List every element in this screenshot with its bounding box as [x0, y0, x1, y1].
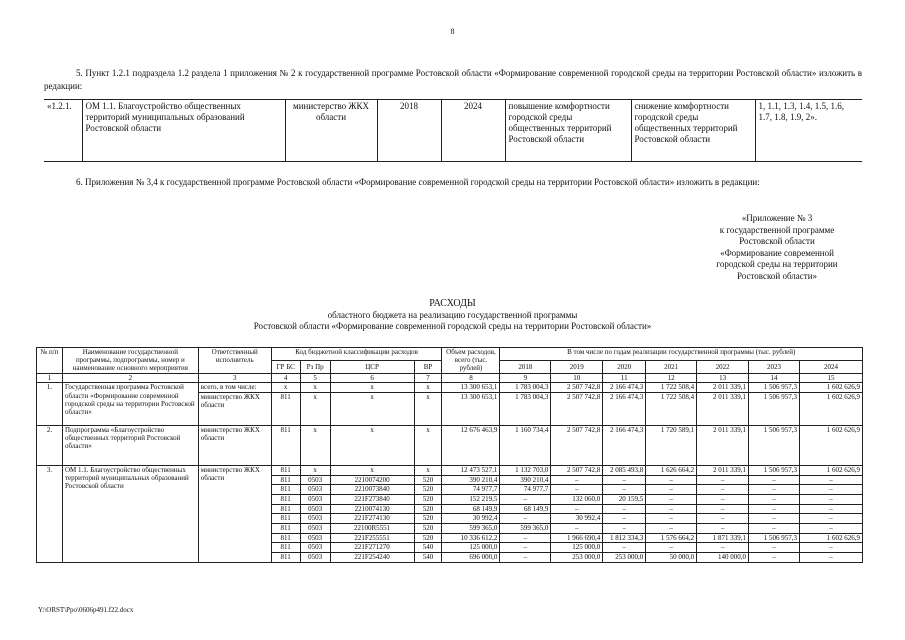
- column-number: 7: [414, 373, 442, 383]
- cell-year: –: [749, 504, 800, 514]
- cell-year: –: [500, 533, 551, 543]
- header-year: 2023: [749, 360, 800, 373]
- cell-vr: 520: [414, 524, 442, 534]
- cell-year: –: [799, 514, 862, 524]
- cell-csr: x: [330, 383, 414, 393]
- cell-year: 132 060,0: [551, 495, 603, 505]
- item-risk: снижение комфортности городской среды общественных территорий Ростовской области: [631, 100, 755, 162]
- cell-grbs: 811: [271, 465, 300, 475]
- column-number: 12: [646, 373, 697, 383]
- row-name: ОМ 1.1. Благоустройство общественных территорий муниципальных образований Ростовской области: [62, 465, 198, 562]
- cell-year: 2 085 493,8: [603, 465, 646, 475]
- cell-year: 68 149,9: [500, 504, 551, 514]
- cell-year: 1 506 957,3: [749, 425, 800, 465]
- cell-year: –: [749, 514, 800, 524]
- item-name: ОМ 1.1. Благоустройство общественных территорий муниципальных образований Ростовской области: [82, 100, 285, 162]
- header-vr: ВР: [414, 360, 442, 373]
- cell-vr: 520: [414, 475, 442, 485]
- header-executor: Ответственный исполнитель: [198, 348, 271, 374]
- cell-year: 125 000,0: [551, 543, 603, 553]
- cell-vr: x: [414, 392, 442, 425]
- expenses-table: [36, 347, 863, 563]
- cell-year: –: [551, 475, 603, 485]
- appendix-line: «Формирование современной: [720, 247, 834, 258]
- column-number: 10: [551, 373, 603, 383]
- cell-year: –: [799, 485, 862, 495]
- column-number: 14: [749, 373, 800, 383]
- cell-total: 152 219,5: [442, 495, 500, 505]
- row-executor: министерство ЖКХ области: [198, 392, 271, 425]
- cell-year: 2 507 742,8: [551, 465, 603, 475]
- cell-year: 1 722 508,4: [646, 392, 697, 425]
- cell-year: 1 506 957,3: [749, 465, 800, 475]
- cell-year: 1 602 626,9: [799, 383, 862, 393]
- cell-grbs: 811: [271, 495, 300, 505]
- cell-total: 125 000,0: [442, 543, 500, 553]
- cell-grbs: 811: [271, 524, 300, 534]
- cell-year: 1 160 734,4: [500, 425, 551, 465]
- column-number: 13: [697, 373, 749, 383]
- cell-rzpr: x: [300, 465, 330, 475]
- cell-grbs: 811: [271, 392, 300, 425]
- cell-rzpr: 0503: [300, 533, 330, 543]
- expenses-subtitle-2: Ростовской области «Формирование современной городской среды на территории Ростовской области»: [253, 321, 652, 331]
- cell-total: 390 210,4: [442, 475, 500, 485]
- cell-year: 2 166 474,3: [603, 425, 646, 465]
- column-number: 4: [271, 373, 300, 383]
- header-rzpr: Рз Пр: [300, 360, 330, 373]
- cell-year: –: [500, 553, 551, 563]
- cell-year: 140 000,0: [697, 553, 749, 563]
- cell-vr: x: [414, 465, 442, 475]
- cell-year: 253 000,0: [551, 553, 603, 563]
- cell-total: 12 676 463,9: [442, 425, 500, 465]
- cell-total: 30 992,4: [442, 514, 500, 524]
- cell-year: 1 132 703,0: [500, 465, 551, 475]
- cell-year: –: [603, 485, 646, 495]
- cell-year: 1 602 626,9: [799, 465, 862, 475]
- cell-year: 1 602 626,9: [799, 533, 862, 543]
- cell-year: –: [646, 504, 697, 514]
- cell-year: –: [749, 524, 800, 534]
- cell-grbs: 811: [271, 475, 300, 485]
- cell-rzpr: x: [300, 383, 330, 393]
- column-number: 1: [37, 373, 63, 383]
- cell-year: 2 011 339,1: [697, 392, 749, 425]
- header-years: В том числе по годам реализации государственной программы (тыс. рублей): [500, 348, 863, 361]
- item-number: «1.2.1.: [44, 100, 82, 162]
- cell-csr: 2210074130: [330, 504, 414, 514]
- row-number: 3.: [37, 465, 63, 562]
- page-number: 8: [450, 27, 455, 36]
- cell-year: –: [749, 485, 800, 495]
- cell-rzpr: 0503: [300, 495, 330, 505]
- cell-year: –: [749, 495, 800, 505]
- cell-rzpr: 0503: [300, 543, 330, 553]
- cell-year: –: [799, 543, 862, 553]
- cell-year: 1 783 004,3: [500, 383, 551, 393]
- column-number: 8: [442, 373, 500, 383]
- paragraph-6: 6. Приложения № 3,4 к государственной программе Ростовской области «Формирование современной городской среды на территории Ростовской области» изложить в редакции:: [76, 177, 760, 187]
- cell-total: 696 000,0: [442, 553, 500, 563]
- header-year: 2021: [646, 360, 697, 373]
- cell-rzpr: x: [300, 425, 330, 465]
- cell-vr: 540: [414, 543, 442, 553]
- cell-year: –: [799, 475, 862, 485]
- cell-csr: 221F271270: [330, 543, 414, 553]
- appendix-line: Ростовской области»: [736, 270, 818, 281]
- cell-total: 68 149,9: [442, 504, 500, 514]
- row-number: 1.: [37, 383, 63, 426]
- program-item-row: [44, 100, 862, 162]
- column-number: 5: [300, 373, 330, 383]
- column-number: 11: [603, 373, 646, 383]
- cell-year: –: [799, 553, 862, 563]
- cell-year: –: [500, 514, 551, 524]
- cell-year: 1 722 508,4: [646, 383, 697, 393]
- cell-year: –: [749, 553, 800, 563]
- cell-grbs: 811: [271, 514, 300, 524]
- cell-rzpr: x: [300, 392, 330, 425]
- appendix-line: «Приложение № 3: [741, 213, 813, 223]
- cell-vr: x: [414, 383, 442, 393]
- header-row: [37, 348, 863, 361]
- cell-csr: 221F254240: [330, 553, 414, 563]
- cell-total: 13 300 653,1: [442, 383, 500, 393]
- cell-vr: x: [414, 425, 442, 465]
- column-number: 9: [500, 373, 551, 383]
- cell-year: –: [500, 495, 551, 505]
- cell-year: 1 506 957,3: [749, 383, 800, 393]
- cell-csr: 2210073840: [330, 485, 414, 495]
- cell-grbs: 811: [271, 553, 300, 563]
- row-executor: всего, в том числе:: [198, 383, 271, 393]
- cell-vr: 520: [414, 485, 442, 495]
- cell-year: –: [799, 524, 862, 534]
- row-name: Государственная программа Ростовской области «Формирование современной городской среды на территории Ростовской области»: [62, 383, 198, 426]
- cell-year: 2 507 742,8: [551, 383, 603, 393]
- cell-year: 20 159,5: [603, 495, 646, 505]
- cell-year: –: [500, 543, 551, 553]
- item-end-year: 2024: [441, 100, 505, 162]
- cell-year: –: [603, 543, 646, 553]
- cell-rzpr: 0503: [300, 514, 330, 524]
- cell-year: 30 992,4: [551, 514, 603, 524]
- appendix-line: к государственной программе: [719, 224, 835, 235]
- expenses-title: РАСХОДЫ: [429, 298, 476, 309]
- cell-year: 2 507 742,8: [551, 392, 603, 425]
- cell-year: –: [646, 514, 697, 524]
- cell-year: –: [646, 485, 697, 495]
- cell-year: 1 720 589,1: [646, 425, 697, 465]
- cell-rzpr: 0503: [300, 553, 330, 563]
- column-number: 15: [799, 373, 862, 383]
- appendix-heading: [692, 213, 862, 282]
- cell-vr: 520: [414, 514, 442, 524]
- cell-rzpr: 0503: [300, 485, 330, 495]
- cell-year: 50 000,0: [646, 553, 697, 563]
- cell-year: –: [551, 524, 603, 534]
- cell-year: –: [697, 485, 749, 495]
- header-year: 2020: [603, 360, 646, 373]
- file-path: Y:\ORST\Ppo\0606p491.f22.docx: [38, 606, 134, 614]
- cell-year: –: [799, 504, 862, 514]
- cell-year: 390 210,4: [500, 475, 551, 485]
- cell-year: 1 506 957,3: [749, 533, 800, 543]
- header-year: 2024: [799, 360, 862, 373]
- item-executor: министерство ЖКХ области: [285, 100, 377, 162]
- cell-year: –: [551, 504, 603, 514]
- cell-year: –: [697, 504, 749, 514]
- cell-year: –: [697, 495, 749, 505]
- cell-vr: 520: [414, 495, 442, 505]
- header-csr: ЦСР: [330, 360, 414, 373]
- item-expected-result: повышение комфортности городской среды общественных территорий Ростовской области: [505, 100, 631, 162]
- cell-year: 2 011 339,1: [697, 383, 749, 393]
- cell-rzpr: 0503: [300, 504, 330, 514]
- cell-year: –: [646, 495, 697, 505]
- cell-grbs: 811: [271, 425, 300, 465]
- cell-year: 2 011 339,1: [697, 425, 749, 465]
- cell-csr: x: [330, 425, 414, 465]
- cell-year: –: [749, 543, 800, 553]
- cell-year: 74 977,7: [500, 485, 551, 495]
- cell-year: –: [603, 514, 646, 524]
- cell-year: 2 166 474,3: [603, 392, 646, 425]
- header-num: № п/п: [37, 348, 63, 374]
- cell-year: –: [603, 504, 646, 514]
- cell-csr: x: [330, 465, 414, 475]
- appendix-line: Ростовской области: [739, 236, 815, 246]
- cell-total: 74 977,7: [442, 485, 500, 495]
- cell-total: 10 336 612,2: [442, 533, 500, 543]
- cell-year: –: [603, 524, 646, 534]
- cell-grbs: 811: [271, 543, 300, 553]
- cell-vr: 520: [414, 504, 442, 514]
- cell-rzpr: 0503: [300, 475, 330, 485]
- cell-year: –: [799, 495, 862, 505]
- cell-year: 1 602 626,9: [799, 425, 862, 465]
- cell-year: –: [697, 543, 749, 553]
- cell-csr: 221F274130: [330, 514, 414, 524]
- cell-grbs: x: [271, 383, 300, 393]
- table-row: [37, 465, 863, 475]
- expenses-subtitle-1: областного бюджета на реализацию государственной программы: [327, 310, 578, 320]
- cell-vr: 520: [414, 533, 442, 543]
- row-name: Подпрограмма «Благоустройство общественных территорий Ростовской области»: [62, 425, 198, 465]
- cell-csr: 22100R5551: [330, 524, 414, 534]
- item-start-year: 2018: [377, 100, 441, 162]
- cell-year: 1 812 334,3: [603, 533, 646, 543]
- cell-csr: 221F273840: [330, 495, 414, 505]
- header-code: Код бюджетной классификации расходов: [271, 348, 442, 361]
- cell-year: –: [697, 524, 749, 534]
- program-item-table: [44, 99, 862, 162]
- cell-year: 2 166 474,3: [603, 383, 646, 393]
- cell-year: –: [697, 475, 749, 485]
- cell-csr: 221F255551: [330, 533, 414, 543]
- row-executor: министерство ЖКХ области: [198, 425, 271, 465]
- cell-year: –: [603, 475, 646, 485]
- cell-year: 2 507 742,8: [551, 425, 603, 465]
- header-year: 2022: [697, 360, 749, 373]
- column-number: 2: [62, 373, 198, 383]
- column-number: 3: [198, 373, 271, 383]
- cell-year: –: [646, 543, 697, 553]
- row-executor: министерство ЖКХ области: [198, 465, 271, 562]
- cell-grbs: 811: [271, 533, 300, 543]
- paragraph-5: 5. Пункт 1.2.1 подраздела 1.2 раздела 1 приложения № 2 к государственной программе Ростовской области «Формирование современной городской среды на территории Ростовской области» изложить в редакции:: [44, 68, 862, 91]
- cell-year: 253 000,0: [603, 553, 646, 563]
- cell-grbs: 811: [271, 485, 300, 495]
- cell-total: 599 365,0: [442, 524, 500, 534]
- cell-csr: x: [330, 392, 414, 425]
- cell-year: 1 783 004,3: [500, 392, 551, 425]
- row-number: 2.: [37, 425, 63, 465]
- cell-year: 1 871 339,1: [697, 533, 749, 543]
- cell-year: 1 626 664,2: [646, 465, 697, 475]
- column-number: 6: [330, 373, 414, 383]
- cell-year: 599 365,0: [500, 524, 551, 534]
- table-row: [37, 425, 863, 465]
- header-grbs: ГР БС: [271, 360, 300, 373]
- column-number-row: [37, 373, 863, 383]
- header-name: Наименование государственной программы, подпрограммы, номер и наименование основного мероприятия: [62, 348, 198, 374]
- table-row: [37, 383, 863, 393]
- cell-vr: 540: [414, 553, 442, 563]
- cell-total: 13 300 653,1: [442, 392, 500, 425]
- cell-grbs: 811: [271, 504, 300, 514]
- cell-year: 1 966 690,4: [551, 533, 603, 543]
- cell-year: 1 602 626,9: [799, 392, 862, 425]
- header-year: 2019: [551, 360, 603, 373]
- cell-year: –: [646, 475, 697, 485]
- appendix-line: городской среды на территории: [716, 259, 838, 269]
- cell-year: –: [749, 475, 800, 485]
- cell-rzpr: 0503: [300, 524, 330, 534]
- cell-total: 12 473 527,1: [442, 465, 500, 475]
- cell-year: –: [646, 524, 697, 534]
- cell-year: –: [697, 514, 749, 524]
- item-links: 1, 1.1, 1.3, 1.4, 1.5, 1.6, 1.7, 1.8, 1.9, 2».: [755, 100, 862, 162]
- header-total: Объем расходов, всего (тыс. рублей): [442, 348, 500, 374]
- cell-year: –: [551, 485, 603, 495]
- cell-year: 1 576 664,2: [646, 533, 697, 543]
- header-year: 2018: [500, 360, 551, 373]
- cell-csr: 2210074200: [330, 475, 414, 485]
- cell-year: 1 506 957,3: [749, 392, 800, 425]
- cell-year: 2 011 339,1: [697, 465, 749, 475]
